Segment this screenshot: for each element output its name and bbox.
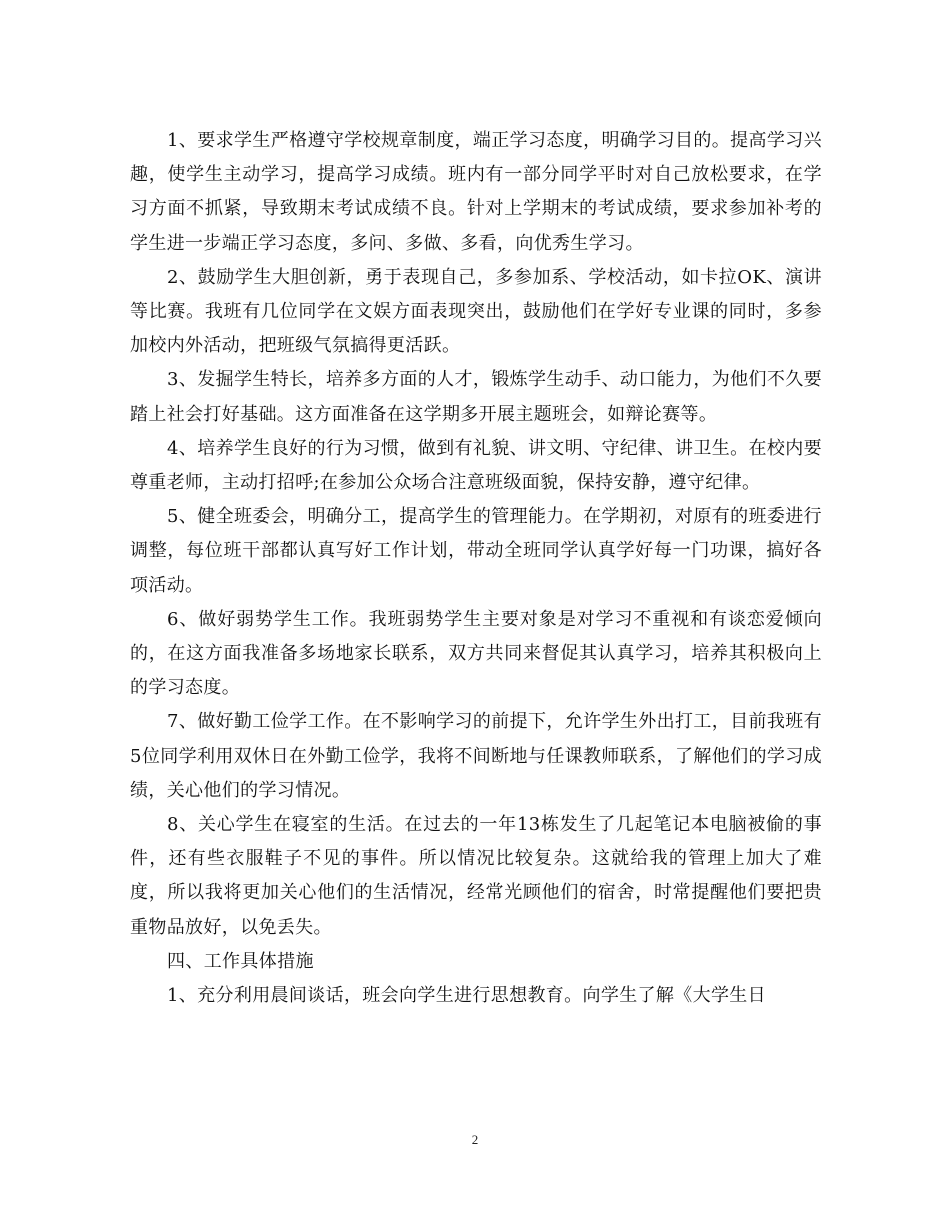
paragraph-rule-3: 3、发掘学生特长，培养多方面的人才，锻炼学生动手、动口能力，为他们不久要踏上社会打好基础。这方面准备在这学期多开展主题班会，如辩论赛等。	[130, 369, 822, 425]
paragraph-rule-4: 4、培养学生良好的行为习惯，做到有礼貌、讲文明、守纪律、讲卫生。在校内要尊重老师，主动打招呼;在参加公众场合注意班级面貌，保持安静，遵守纪律。	[130, 437, 822, 494]
paragraph-rule-1: 1、要求学生严格遵守学校规章制度，端正学习态度，明确学习目的。提高学习兴趣，使学生主动学习，提高学习成绩。班内有一部分同学平时对自己放松要求，在学习方面不抓紧，导致期末考试成绩不良。针对上学期末的考试成绩，要求参加补考的学生进一步端正学习态度，多问、多做、多看，向优秀生学习。	[130, 130, 822, 254]
paragraph-rule-8: 8、关心学生在寝室的生活。在过去的一年13栋发生了几起笔记本电脑被偷的事件，还有些衣服鞋子不见的事件。所以情况比较复杂。这就给我的管理上加大了难度，所以我将更加关心他们的生活情况，经常光顾他们的宿舍，时常提醒他们要把贵重物品放好，以免丢失。	[130, 814, 822, 938]
paragraph-measure-1: 1、充分利用晨间谈话，班会向学生进行思想教育。向学生了解《大学生日	[167, 985, 766, 1007]
section-heading: 四、工作具体措施	[167, 950, 314, 972]
paragraph-rule-2: 2、鼓励学生大胆创新，勇于表现自己，多参加系、学校活动，如卡拉OK、演讲等比赛。我班有几位同学在文娱方面表现突出，鼓励他们在学好专业课的同时，多参加校内外活动，把班级气氛搞得更活跃。	[130, 266, 822, 357]
page-number: 2	[471, 1132, 479, 1147]
paragraph-rule-5: 5、健全班委会，明确分工，提高学生的管理能力。在学期初，对原有的班委进行调整，每位班干部都认真写好工作计划，带动全班同学认真学好每一门功课，搞好各项活动。	[130, 506, 822, 596]
paragraph-rule-7: 7、做好勤工俭学工作。在不影响学习的前提下，允许学生外出打工，目前我班有5位同学利用双休日在外勤工俭学，我将不间断地与任课教师联系，了解他们的学习成绩，关心他们的学习情况。	[130, 711, 822, 801]
document-body	[130, 124, 822, 1013]
paragraph-rule-6: 6、做好弱势学生工作。我班弱势学生主要对象是对学习不重视和有谈恋爱倾向的，在这方面我准备多场地家长联系，双方共同来督促其认真学习，培养其积极向上的学习态度。	[130, 608, 822, 699]
